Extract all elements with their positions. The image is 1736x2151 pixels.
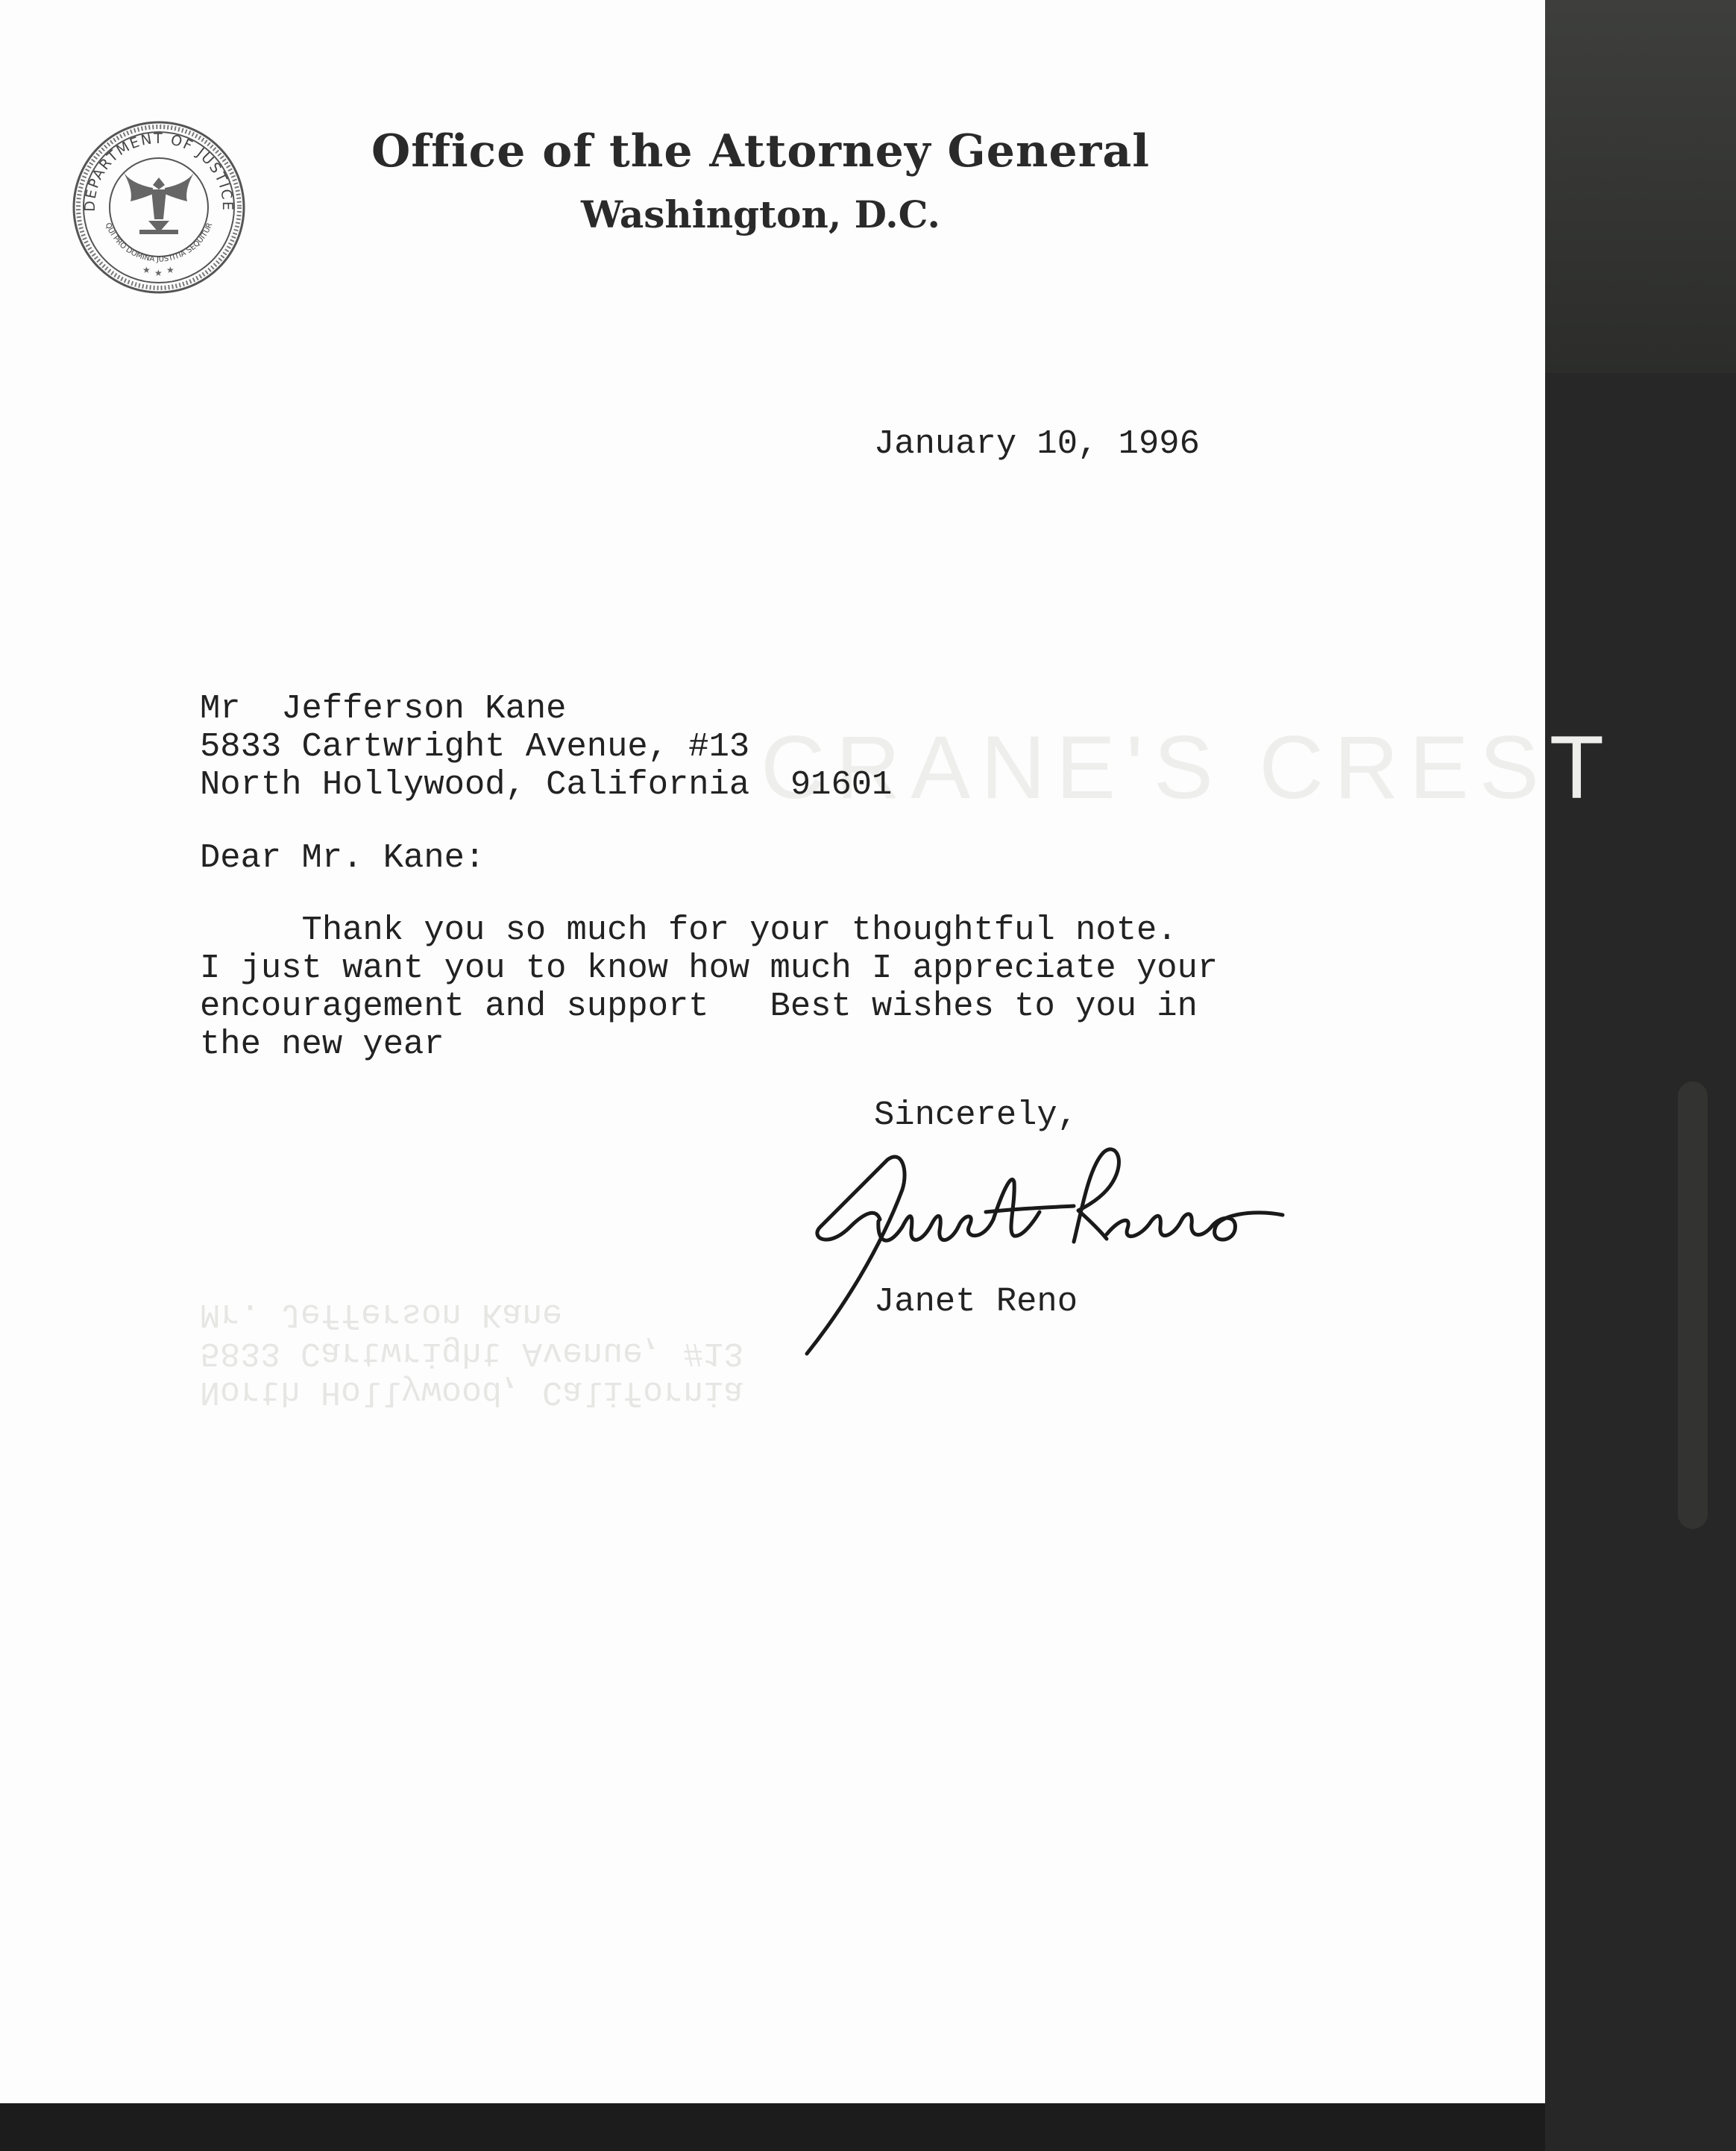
salutation: Dear Mr. Kane:: [200, 838, 485, 877]
reverse-address-line: North Hollywood, California: [200, 1372, 744, 1410]
svg-text:★: ★: [154, 268, 163, 278]
reverse-address-bleedthrough: [200, 1294, 743, 1410]
svg-text:★: ★: [166, 265, 174, 275]
recipient-city: North Hollywood, California 91601: [200, 765, 893, 804]
scan-bottom-edge: [0, 2103, 1545, 2151]
letterhead-location: Washington, D.C.: [581, 192, 940, 236]
seal-outer-text: DEPARTMENT OF JUSTICE: [81, 130, 236, 213]
body-line: encouragement and support Best wishes to you in: [200, 987, 1198, 1026]
letter-date: January 10, 1996: [874, 424, 1200, 463]
recipient-street: 5833 Cartwright Avenue, #13: [200, 727, 750, 766]
closing: Sincerely,: [874, 1096, 1078, 1134]
recipient-name: Mr Jefferson Kane: [200, 689, 567, 728]
body-line: Thank you so much for your thoughtful note.: [200, 911, 1177, 949]
handwritten-signature: [790, 1137, 1298, 1361]
reverse-address-line: 5833 Cartwright Avenue, #13: [200, 1334, 744, 1372]
doj-seal-icon: [71, 119, 247, 295]
recipient-address: [200, 690, 892, 804]
svg-text:★: ★: [142, 265, 151, 275]
letterhead-title: Office of the Attorney General: [371, 125, 1150, 178]
body-line: I just want you to know how much I appreciate your: [200, 949, 1218, 987]
body-line: the new year: [200, 1025, 444, 1064]
signer-name: Janet Reno: [874, 1282, 1078, 1321]
backdrop-top: [1545, 0, 1736, 373]
paper-watermark: CRANE'S CREST: [761, 717, 1615, 817]
reverse-address-line: Mr. Jefferson Kane: [200, 1295, 563, 1333]
seal-motto: QUI PRO DOMINA JUSTITIA SEQUITUR: [103, 222, 215, 264]
backdrop-pipe: [1678, 1081, 1708, 1529]
letter-body: [200, 911, 1218, 1064]
